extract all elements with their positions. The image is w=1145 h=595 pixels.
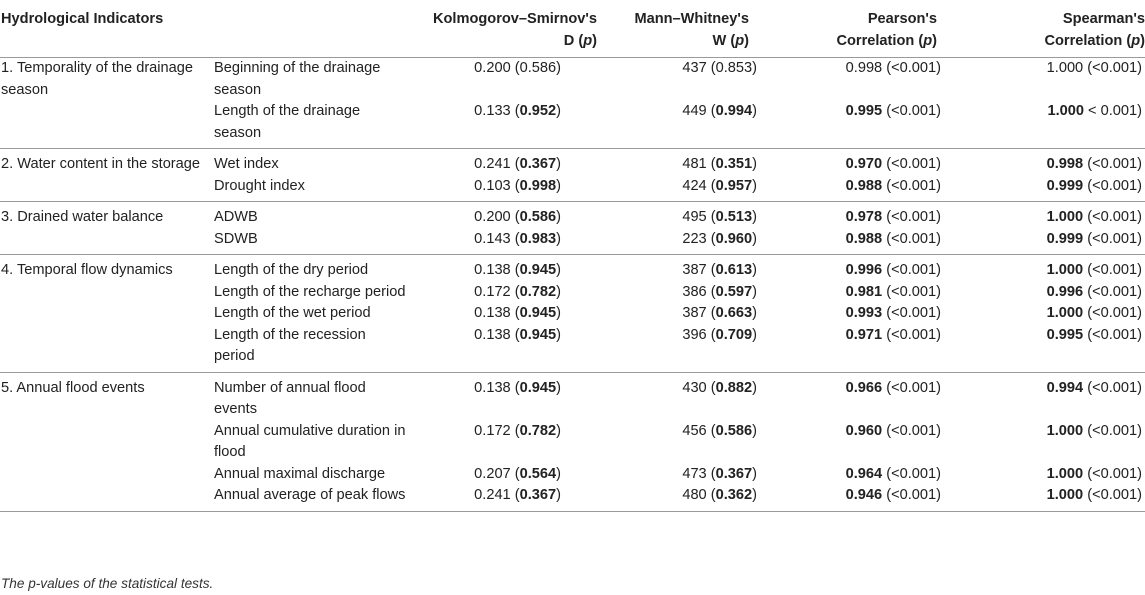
value-bold: 0.996	[845, 262, 883, 278]
value-suffix: )	[752, 326, 757, 343]
value-suffix: )	[752, 465, 757, 482]
header-indicators: Hydrological Indicators	[0, 0, 410, 58]
value-prefix: 0.143 (	[474, 230, 520, 247]
value-prefix: 387 (	[682, 305, 716, 321]
value-suffix: )	[752, 177, 757, 194]
pearson-value-cell	[762, 282, 946, 304]
value-prefix: 480 (	[682, 487, 716, 503]
value-suffix: )	[556, 156, 561, 172]
mw-value-cell	[610, 202, 762, 229]
spearman-value-cell	[946, 255, 1145, 282]
spearman-value-cell	[946, 303, 1145, 325]
mw-value-cell	[610, 325, 762, 373]
mw-value-cell	[610, 464, 762, 486]
value-bold: 1.000	[1046, 487, 1084, 503]
value-text: 1.000 (<0.001)	[1046, 60, 1142, 76]
value-suffix: )	[752, 262, 757, 278]
value-suffix: (<0.001)	[1083, 230, 1142, 247]
spearman-value-cell	[946, 282, 1145, 304]
value-bold: 0.988	[845, 177, 883, 194]
value-bold: 0.998	[519, 177, 557, 194]
value-suffix: (<0.001)	[1083, 326, 1142, 343]
pearson-value-cell	[762, 202, 946, 229]
table-row	[0, 372, 1145, 421]
value-prefix: 0.138 (	[474, 262, 520, 278]
value-suffix: )	[556, 326, 561, 343]
value-prefix: 449 (	[682, 103, 716, 119]
mw-value-cell	[610, 101, 762, 149]
value-prefix: 223 (	[682, 230, 716, 247]
value-bold: 0.993	[845, 305, 883, 321]
ks-value-cell	[410, 176, 610, 202]
header-spearman: Spearman's Correlation (p)	[946, 0, 1145, 58]
pearson-value-cell	[762, 255, 946, 282]
value-suffix: )	[752, 422, 757, 439]
value-suffix: (<0.001)	[882, 177, 941, 194]
value-bold: 0.983	[519, 230, 557, 247]
value-suffix: (<0.001)	[882, 156, 941, 172]
header-mann-whitney: Mann–Whitney's W (p)	[610, 0, 762, 58]
value-suffix: (<0.001)	[1083, 465, 1142, 482]
value-bold: 0.613	[715, 262, 753, 278]
indicator-cell: Annual maximal discharge	[214, 465, 386, 482]
indicator-cell: Length of the dry period	[214, 262, 369, 278]
value-bold: 1.000	[1046, 262, 1084, 278]
value-prefix: 473 (	[682, 465, 716, 482]
spearman-value-cell	[946, 229, 1145, 255]
table-row	[0, 325, 1145, 373]
value-bold: 0.513	[715, 209, 753, 225]
value-bold: 0.970	[845, 156, 883, 172]
indicator-cell: Length of the recession period	[213, 325, 410, 373]
ks-value-cell	[410, 372, 610, 421]
value-bold: 0.946	[845, 487, 883, 503]
table-row	[0, 149, 1145, 176]
header-row	[0, 0, 1145, 58]
value-bold: 0.367	[519, 156, 557, 172]
value-prefix: 0.241 (	[474, 156, 520, 172]
value-bold: 0.362	[715, 487, 753, 503]
value-prefix: 0.172 (	[474, 422, 520, 439]
header-pearson: Pearson's Correlation (p)	[762, 0, 946, 58]
pearson-value-cell	[762, 464, 946, 486]
table-body	[0, 58, 1145, 512]
indicator-cell: Length of the drainage season	[213, 101, 410, 149]
spearman-value-cell	[946, 176, 1145, 202]
indicator-cell: Wet index	[214, 156, 279, 172]
value-suffix: )	[752, 209, 757, 225]
group-name-cell	[0, 421, 213, 464]
value-suffix: )	[556, 177, 561, 194]
spearman-value-cell	[946, 149, 1145, 176]
indicator-cell: Drought index	[213, 176, 410, 202]
value-suffix: )	[752, 230, 757, 247]
value-text: 437 (0.853)	[682, 60, 757, 76]
ks-value-cell	[410, 149, 610, 176]
value-bold: 0.960	[715, 230, 753, 247]
spearman-value-cell	[946, 421, 1145, 464]
value-prefix: 424 (	[682, 177, 716, 194]
value-suffix: )	[752, 283, 757, 300]
value-suffix: )	[752, 103, 757, 119]
group-name-cell: 5. Annual flood events	[1, 379, 145, 396]
value-suffix: (<0.001)	[882, 283, 941, 300]
table-row	[0, 464, 1145, 486]
pearson-value-cell	[762, 303, 946, 325]
value-suffix: (<0.001)	[1083, 262, 1142, 278]
value-suffix: (<0.001)	[1083, 422, 1142, 439]
ks-value-cell	[410, 303, 610, 325]
value-prefix: 0.138 (	[474, 326, 520, 343]
value-suffix: (<0.001)	[1083, 487, 1142, 503]
spearman-value-cell	[946, 101, 1145, 149]
value-suffix: )	[556, 422, 561, 439]
ks-value-cell	[410, 101, 610, 149]
table-footnote: The p-values of the statistical tests.	[1, 576, 214, 591]
value-bold: 0.351	[715, 156, 753, 172]
mw-value-cell	[610, 372, 762, 421]
pearson-value-cell	[762, 372, 946, 421]
value-suffix: )	[556, 465, 561, 482]
ks-value-cell	[410, 58, 610, 102]
group-name-cell	[0, 485, 213, 511]
value-bold: 0.945	[519, 305, 557, 321]
mw-value-cell	[610, 58, 762, 102]
ks-value-cell	[410, 229, 610, 255]
value-suffix: (<0.001)	[882, 262, 941, 278]
indicator-cell: Length of the recharge period	[214, 283, 406, 300]
value-bold: 0.782	[519, 283, 557, 300]
ks-value-cell	[410, 464, 610, 486]
table-header	[0, 0, 1145, 58]
group-name-cell	[0, 229, 213, 255]
value-bold: 0.994	[715, 103, 753, 119]
pearson-value-cell	[762, 176, 946, 202]
ks-value-cell	[410, 421, 610, 464]
value-suffix: (<0.001)	[1083, 156, 1142, 172]
group-name-cell	[0, 325, 213, 373]
value-suffix: (<0.001)	[882, 103, 941, 119]
indicator-cell: Number of annual flood events	[214, 379, 366, 417]
value-prefix: 0.138 (	[474, 379, 520, 396]
value-prefix: 495 (	[682, 209, 716, 225]
value-bold: 0.945	[519, 379, 557, 396]
table-row	[0, 485, 1145, 511]
value-prefix: 0.138 (	[474, 305, 520, 321]
value-suffix: (<0.001)	[882, 230, 941, 247]
mw-value-cell	[610, 303, 762, 325]
value-suffix: )	[752, 379, 757, 396]
value-suffix: (<0.001)	[1083, 283, 1142, 300]
ks-value-cell	[410, 202, 610, 229]
table-row	[0, 58, 1145, 102]
value-bold: 1.000	[1046, 465, 1084, 482]
header-kolmogorov-smirnov: Kolmogorov–Smirnov's D (p)	[410, 0, 610, 58]
value-suffix: (<0.001)	[882, 326, 941, 343]
value-bold: 0.999	[1046, 230, 1084, 247]
value-suffix: (<0.001)	[882, 422, 941, 439]
indicator-cell: Annual average of peak flows	[213, 485, 410, 511]
ks-value-cell	[410, 255, 610, 282]
value-prefix: 0.172 (	[474, 283, 520, 300]
group-name-cell: 1. Temporality of the drainage season	[1, 60, 193, 98]
value-suffix: (<0.001)	[882, 487, 941, 503]
value-suffix: (<0.001)	[882, 209, 941, 225]
value-text: 0.200 (0.586)	[474, 60, 561, 76]
value-prefix: 0.200 (	[474, 209, 520, 225]
pearson-value-cell	[762, 485, 946, 511]
table-row	[0, 421, 1145, 464]
value-bold: 0.978	[845, 209, 883, 225]
mw-value-cell	[610, 282, 762, 304]
group-name-cell	[0, 176, 213, 202]
value-bold: 0.945	[519, 262, 557, 278]
group-name-cell	[0, 303, 213, 325]
value-prefix: 0.207 (	[474, 465, 520, 482]
value-suffix: (<0.001)	[1083, 177, 1142, 194]
indicator-cell: Annual cumulative duration in flood	[214, 422, 406, 460]
value-bold: 1.000	[1046, 422, 1084, 439]
mw-value-cell	[610, 485, 762, 511]
spearman-value-cell	[946, 325, 1145, 373]
table-row	[0, 229, 1145, 255]
value-prefix: 481 (	[682, 156, 716, 172]
value-suffix: )	[556, 379, 561, 396]
value-suffix: )	[556, 305, 561, 321]
value-prefix: 386 (	[682, 283, 716, 300]
value-bold: 0.995	[1046, 326, 1084, 343]
value-suffix: (<0.001)	[1083, 379, 1142, 396]
value-bold: 0.882	[715, 379, 753, 396]
value-bold: 0.971	[845, 326, 883, 343]
value-suffix: (<0.001)	[1083, 209, 1142, 225]
mw-value-cell	[610, 255, 762, 282]
value-suffix: )	[752, 305, 757, 321]
value-suffix: (<0.001)	[882, 305, 941, 321]
group-name-cell	[0, 101, 213, 149]
value-suffix: )	[556, 103, 561, 119]
mw-value-cell	[610, 149, 762, 176]
spearman-value-cell	[946, 202, 1145, 229]
value-suffix: )	[556, 262, 561, 278]
value-prefix: 0.133 (	[474, 103, 520, 119]
value-bold: 0.952	[519, 103, 557, 119]
pearson-value-cell	[762, 229, 946, 255]
value-text: 0.998 (<0.001)	[845, 60, 941, 76]
value-bold: 1.000	[1046, 305, 1084, 321]
value-suffix: )	[752, 156, 757, 172]
value-prefix: 387 (	[682, 262, 716, 278]
pearson-value-cell	[762, 325, 946, 373]
group-name-cell	[0, 282, 213, 304]
indicator-cell: Beginning of the drainage season	[214, 60, 381, 98]
value-prefix: 396 (	[682, 326, 716, 343]
value-suffix: < 0.001)	[1083, 103, 1142, 119]
value-suffix: )	[752, 487, 757, 503]
value-bold: 0.957	[715, 177, 753, 194]
value-bold: 0.996	[1046, 283, 1084, 300]
value-bold: 0.586	[519, 209, 557, 225]
group-name-cell	[0, 464, 213, 486]
value-bold: 0.964	[845, 465, 883, 482]
value-bold: 0.586	[715, 422, 753, 439]
spearman-value-cell	[946, 485, 1145, 511]
value-prefix: 0.241 (	[474, 487, 520, 503]
table-row	[0, 176, 1145, 202]
table-row	[0, 101, 1145, 149]
value-bold: 0.782	[519, 422, 557, 439]
pearson-value-cell	[762, 149, 946, 176]
value-bold: 0.960	[845, 422, 883, 439]
group-name-cell: 4. Temporal flow dynamics	[1, 262, 173, 278]
value-bold: 0.998	[1046, 156, 1084, 172]
value-bold: 0.988	[845, 230, 883, 247]
value-bold: 0.663	[715, 305, 753, 321]
indicator-cell: ADWB	[214, 209, 258, 225]
value-bold: 0.367	[519, 487, 557, 503]
value-bold: 0.995	[845, 103, 883, 119]
indicator-cell: SDWB	[213, 229, 410, 255]
indicator-cell: Length of the wet period	[214, 305, 371, 321]
mw-value-cell	[610, 229, 762, 255]
ks-value-cell	[410, 282, 610, 304]
mw-value-cell	[610, 176, 762, 202]
table-row	[0, 303, 1145, 325]
value-suffix: (<0.001)	[882, 465, 941, 482]
table-row	[0, 255, 1145, 282]
value-bold: 0.999	[1046, 177, 1084, 194]
value-bold: 0.564	[519, 465, 557, 482]
spearman-value-cell	[946, 372, 1145, 421]
table-row	[0, 282, 1145, 304]
spearman-value-cell	[946, 464, 1145, 486]
group-name-cell: 2. Water content in the storage	[1, 156, 201, 172]
value-suffix: )	[556, 209, 561, 225]
table-row	[0, 202, 1145, 229]
ks-value-cell	[410, 325, 610, 373]
value-bold: 0.367	[715, 465, 753, 482]
value-prefix: 430 (	[682, 379, 716, 396]
value-bold: 0.945	[519, 326, 557, 343]
pearson-value-cell	[762, 58, 946, 102]
value-bold: 0.597	[715, 283, 753, 300]
pearson-value-cell	[762, 421, 946, 464]
spearman-value-cell	[946, 58, 1145, 102]
value-suffix: )	[556, 487, 561, 503]
mw-value-cell	[610, 421, 762, 464]
value-bold: 1.000	[1046, 209, 1084, 225]
value-prefix: 456 (	[682, 422, 716, 439]
value-bold: 0.709	[715, 326, 753, 343]
value-suffix: (<0.001)	[882, 379, 941, 396]
value-bold: 0.981	[845, 283, 883, 300]
group-name-cell: 3. Drained water balance	[1, 209, 164, 225]
pearson-value-cell	[762, 101, 946, 149]
value-prefix: 0.103 (	[474, 177, 520, 194]
value-bold: 0.966	[845, 379, 883, 396]
value-bold: 1.000	[1047, 103, 1084, 119]
value-suffix: )	[556, 283, 561, 300]
value-suffix: (<0.001)	[1083, 305, 1142, 321]
value-suffix: )	[556, 230, 561, 247]
ks-value-cell	[410, 485, 610, 511]
value-bold: 0.994	[1046, 379, 1084, 396]
